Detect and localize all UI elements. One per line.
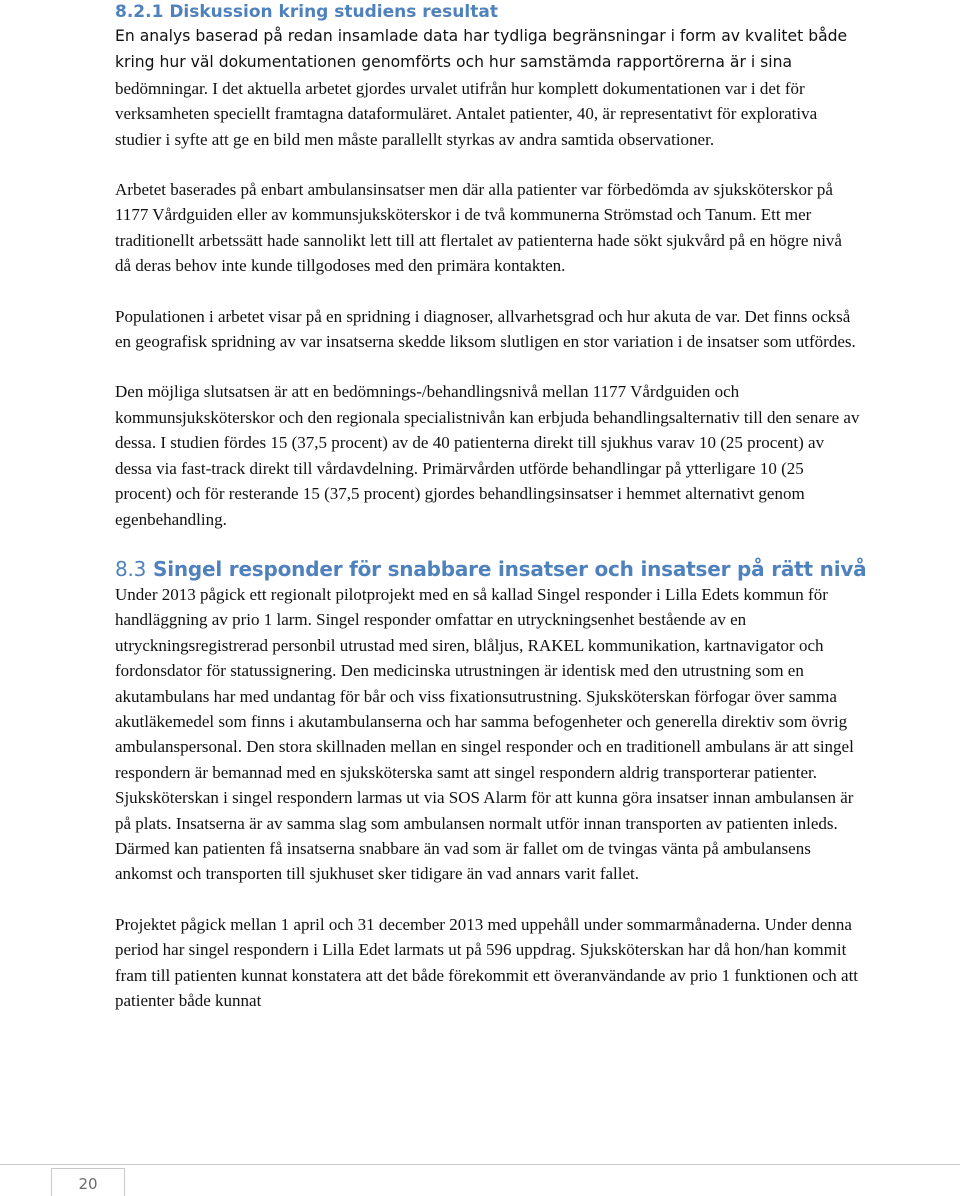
section-heading — [115, 556, 867, 582]
paragraph-analysis — [115, 23, 860, 152]
section-heading-title: Singel responder för snabbare insatser och insatser på rätt nivå — [152, 556, 867, 581]
subsection-heading: 8.2.1 Diskussion kring studiens resultat — [115, 2, 498, 22]
paragraph-singel-responder: Under 2013 pågick ett regionalt pilotprojekt med en så kallad Singel responder i Lilla Edets kommun för handläggning av prio 1 larm. Singel responder omfattar en utryckningsenhet bestående av en utryckningsregistrerad personbil utrustad med siren, blåljus, RAKEL kommunikation, kartnavigator och fordonsdator för statussignering. Den medicinska utrustningen är identisk med den utrustning som en akutambulans har med undantag för bår och viss fixationsutrustning. Sjuksköterskan förfogar över samma akutläkemedel som finns i akutambulanserna och har samma befogenheter och generella direktiv som övrig ambulanspersonal. Den stora skillnaden mellan en singel responder och en traditionell ambulans är att singel respondern är bemannad med en sjuksköterska samt att singel respondern aldrig transporterar patienter. Sjuksköterskan i singel respondern larmas ut via SOS Alarm för att kunna göra insatser innan ambulansen är på plats. Insatserna är av samma slag som ambulansen normalt utför innan transporten av patienten inleds. Därmed kan patienten få insatserna snabbare än vad som är fallet om de tvingas vänta på ambulansens ankomst och transporten till sjukhuset sker tidigare än vad annars varit fallet. — [115, 584, 854, 884]
paragraph-analysis-first-line: En analys baserad på redan insamlade data har tydliga begränsningar i form av kvalitet både kring hur väl dokumentationen genomförts och hur samstämda rapportörerna är i sina — [115, 27, 848, 72]
document-page — [115, 0, 867, 1013]
section-heading-number: 8.3 — [115, 556, 147, 581]
paragraph-ambulance-insatser: Arbetet baserades på enbart ambulansinsatser men där alla patienter var förbedömda av sjuksköterskor på 1177 Vårdguiden eller av kommunsjuksköterskor i de två kommunerna Strömstad och Tanum. Ett mer traditionellt arbetssätt hade sannolikt lett till att flertalet av patienterna hade sökt sjukvård på en högre nivå då deras behov inte kunde tillgodoses med den primära kontakten. — [115, 180, 842, 276]
paragraph-conclusion: Den möjliga slutsatsen är att en bedömnings-/behandlingsnivå mellan 1177 Vårdguiden och kommunsjuksköterskor och den regionala specialistnivån kan erbjuda behandlingsalternativ till den senare av dessa. I studien fördes 15 (37,5 procent) av de 40 patienterna direkt till sjukhus varav 10 (25 procent) av dessa via fast-track direkt till vårdavdelning. Primärvården utförde behandlingar på ytterligare 10 (25 procent) och för resterande 15 (37,5 procent) gjordes behandlingsinsatser i hemmet alternativt genom egenbehandling. — [115, 382, 860, 529]
paragraph-project-period: Projektet pågick mellan 1 april och 31 december 2013 med uppehåll under sommarmånaderna. Under denna period har singel respondern i Lilla Edet larmats ut på 596 uppdrag. Sjuksköterskan har då hon/han kommit fram till patienten kunnat konstatera att det både förekommit ett överanvändande av prio 1 funktionen och att patienter både kunnat — [115, 914, 859, 1010]
page-number: 20 — [51, 1168, 125, 1196]
footer-divider — [0, 1164, 960, 1165]
paragraph-population: Populationen i arbetet visar på en spridning i diagnoser, allvarhetsgrad och hur akuta de var. Det finns också en geografisk spridning av var insatserna skedde liksom slutligen en stor variation i de insatser som utfördes. — [115, 306, 856, 352]
paragraph-analysis-rest: bedömningar. I det aktuella arbetet gjordes urvalet utifrån hur komplett dokumentationen var i det för verksamheten speciellt framtagna dataformuläret. Antalet patienter, 40, är representativt för explorativa studier i syfte att ge en bild men måste parallellt styrkas av andra samtida observationer. — [115, 78, 818, 149]
